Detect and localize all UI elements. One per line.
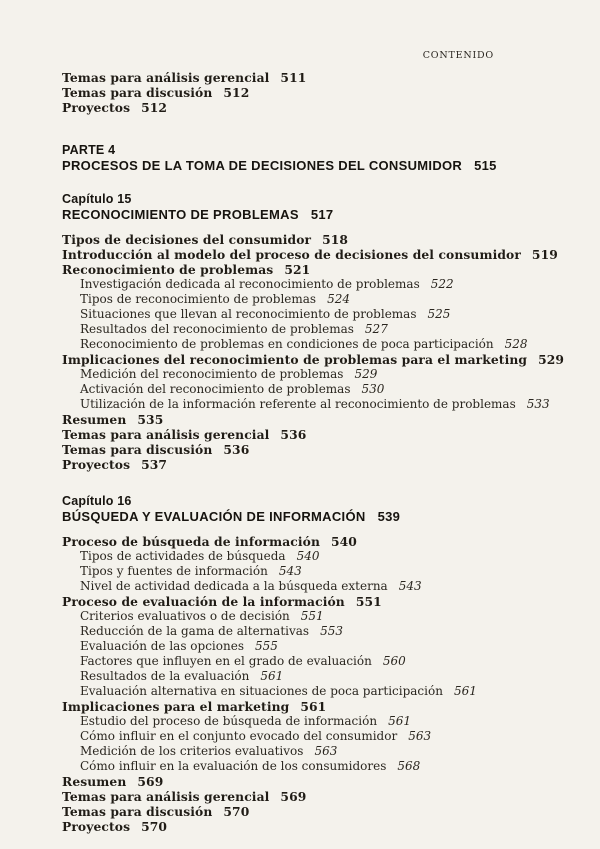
page-number: 569 — [280, 789, 307, 804]
entry-label: Resultados del reconocimiento de problemas — [80, 322, 354, 336]
toc-entry — [62, 457, 540, 472]
chapter-heading — [62, 493, 540, 525]
entry-label: Temas para análisis gerencial — [62, 789, 270, 804]
toc-entry — [62, 759, 540, 774]
chapter-label: Capítulo 16 — [62, 494, 132, 508]
entry-label: Cómo influir en el conjunto evocado del consumidor — [80, 729, 398, 743]
part-label: PARTE 4 — [62, 143, 116, 157]
page-number: 512 — [141, 100, 168, 115]
page-number: 560 — [382, 654, 406, 668]
toc-entry — [62, 729, 540, 744]
page-number: 524 — [327, 292, 350, 306]
toc-entry — [62, 654, 540, 669]
page-number: 536 — [280, 427, 307, 442]
page-number: 555 — [254, 639, 278, 653]
entry-label: Evaluación de las opciones — [80, 639, 244, 653]
page-number: 551 — [300, 609, 324, 623]
toc-entry — [62, 549, 540, 564]
toc-entry — [62, 277, 540, 292]
page-number: 561 — [453, 684, 477, 698]
part-title: PROCESOS DE LA TOMA DE DECISIONES DEL CONSUMIDOR — [62, 158, 463, 173]
page-number: 536 — [223, 442, 250, 457]
entry-label: Resultados de la evaluación — [80, 669, 250, 683]
toc-entry — [62, 427, 540, 442]
entry-label: Estudio del proceso de búsqueda de información — [80, 714, 378, 728]
chapter-title-line — [62, 509, 540, 525]
toc-entry — [62, 714, 540, 729]
page-number: 512 — [223, 85, 250, 100]
toc-entry — [62, 804, 540, 819]
entry-label: Factores que influyen en el grado de evaluación — [80, 654, 372, 668]
entry-label: Evaluación alternativa en situaciones de poca participación — [80, 684, 443, 698]
toc-entry — [62, 684, 540, 699]
toc-entry — [62, 819, 540, 834]
page-number: 530 — [361, 382, 385, 396]
entry-label: Proceso de búsqueda de información — [62, 534, 320, 549]
entry-label: Tipos de actividades de búsqueda — [80, 549, 286, 563]
toc-entry — [62, 789, 540, 804]
page-number: 515 — [474, 158, 497, 173]
page-number: 561 — [300, 699, 327, 714]
entry-label: Activación del reconocimiento de problemas — [80, 382, 351, 396]
toc-entry — [62, 624, 540, 639]
part-heading — [62, 142, 540, 174]
page-number: 535 — [137, 412, 164, 427]
toc-entry — [62, 292, 540, 307]
toc-entry — [62, 247, 558, 262]
page-number: 537 — [141, 457, 168, 472]
page-number: 561 — [388, 714, 411, 728]
entry-label: Implicaciones para el marketing — [62, 699, 290, 714]
entry-label: Reducción de la gama de alternativas — [80, 624, 310, 638]
entry-label: Situaciones que llevan al reconocimiento de problemas — [80, 307, 417, 321]
toc-entry — [62, 609, 540, 624]
toc-entry — [62, 322, 540, 337]
chapter-title: RECONOCIMIENTO DE PROBLEMAS — [62, 207, 299, 222]
page-number: 529 — [538, 352, 565, 367]
toc-entry — [62, 639, 540, 654]
entry-label: Tipos de reconocimiento de problemas — [80, 292, 317, 306]
page-number: 528 — [504, 337, 528, 351]
page-number: 517 — [310, 207, 334, 222]
entry-label: Proyectos — [62, 100, 131, 115]
page-number: 540 — [296, 549, 320, 563]
toc-entry — [62, 100, 540, 115]
toc-entry — [62, 85, 540, 100]
toc-entry — [62, 744, 540, 759]
page-number: 519 — [531, 247, 558, 262]
entry-label: Nivel de actividad dedicada a la búsqueda externa — [80, 579, 388, 593]
page-number: 518 — [322, 232, 349, 247]
page-number: 511 — [280, 70, 307, 85]
toc-entry — [62, 307, 540, 322]
spacer — [62, 472, 540, 493]
entry-label: Temas para discusión — [62, 85, 213, 100]
page-number: 527 — [364, 322, 388, 336]
toc-entry — [62, 594, 540, 609]
entry-label: Proceso de evaluación de la información — [62, 594, 345, 609]
entry-label: Temas para análisis gerencial — [62, 70, 270, 85]
entry-label: Proyectos — [62, 819, 131, 834]
toc-entry — [62, 232, 540, 247]
page-number: 543 — [278, 564, 302, 578]
chapter-title: BÚSQUEDA Y EVALUACIÓN DE INFORMACIÓN — [62, 509, 366, 524]
page-number: 539 — [377, 509, 401, 524]
chapter-heading — [62, 191, 540, 223]
chapter-title-line — [62, 207, 540, 223]
toc-entry — [62, 699, 540, 714]
entry-label: Proyectos — [62, 457, 131, 472]
entry-label: Investigación dedicada al reconocimiento de problemas — [80, 277, 420, 291]
page-number: 529 — [354, 367, 378, 381]
running-head: CONTENIDO — [422, 50, 494, 61]
entry-label: Cómo influir en la evaluación de los consumidores — [80, 759, 387, 773]
page-number: 540 — [330, 534, 357, 549]
page-number: 561 — [260, 669, 284, 683]
page-number: 543 — [398, 579, 422, 593]
spacer — [62, 115, 540, 142]
entry-label: Resumen — [62, 774, 127, 789]
spacer — [62, 223, 540, 232]
toc-entry — [62, 774, 540, 789]
entry-label: Temas para discusión — [62, 804, 213, 819]
entry-label: Tipos y fuentes de información — [80, 564, 268, 578]
toc-entry — [62, 442, 540, 457]
toc-entry — [62, 412, 540, 427]
page-number: 563 — [314, 744, 338, 758]
entry-label: Reconocimiento de problemas — [62, 262, 274, 277]
toc-entry — [62, 669, 540, 684]
page-number: 525 — [427, 307, 451, 321]
toc-entry — [62, 534, 540, 549]
page-number: 521 — [284, 262, 311, 277]
entry-label: Reconocimiento de problemas en condiciones de poca participación — [80, 337, 494, 351]
spacer — [62, 525, 540, 534]
page-number: 570 — [141, 819, 168, 834]
page-number: 568 — [397, 759, 421, 773]
entry-label: Introducción al modelo del proceso de decisiones del consumidor — [62, 247, 521, 262]
part-title-line — [62, 158, 540, 174]
entry-label: Implicaciones del reconocimiento de problemas para el marketing — [62, 352, 528, 367]
spacer — [62, 174, 540, 191]
entry-label: Medición del reconocimiento de problemas — [80, 367, 344, 381]
entry-label: Criterios evaluativos o de decisión — [80, 609, 290, 623]
page-number: 553 — [320, 624, 343, 638]
toc-entry — [62, 262, 540, 277]
page-number: 522 — [430, 277, 454, 291]
toc-entry — [62, 397, 550, 412]
entry-label: Temas para discusión — [62, 442, 213, 457]
toc-entry — [62, 382, 540, 397]
entry-label: Medición de los criterios evaluativos — [80, 744, 304, 758]
entry-label: Tipos de decisiones del consumidor — [62, 232, 312, 247]
page-number: 570 — [223, 804, 250, 819]
entry-label: Resumen — [62, 412, 127, 427]
page-number: 569 — [137, 774, 164, 789]
entry-label: Temas para análisis gerencial — [62, 427, 270, 442]
toc-entry — [62, 352, 565, 367]
toc — [62, 70, 565, 834]
toc-entry — [62, 579, 540, 594]
page-number: 551 — [355, 594, 382, 609]
page-number: 563 — [408, 729, 432, 743]
toc-entry — [62, 70, 540, 85]
page-number: 533 — [526, 397, 550, 411]
toc-entry — [62, 337, 540, 352]
entry-label: Utilización de la información referente al reconocimiento de problemas — [80, 397, 516, 411]
toc-entry — [62, 367, 540, 382]
chapter-label: Capítulo 15 — [62, 192, 132, 206]
toc-entry — [62, 564, 540, 579]
